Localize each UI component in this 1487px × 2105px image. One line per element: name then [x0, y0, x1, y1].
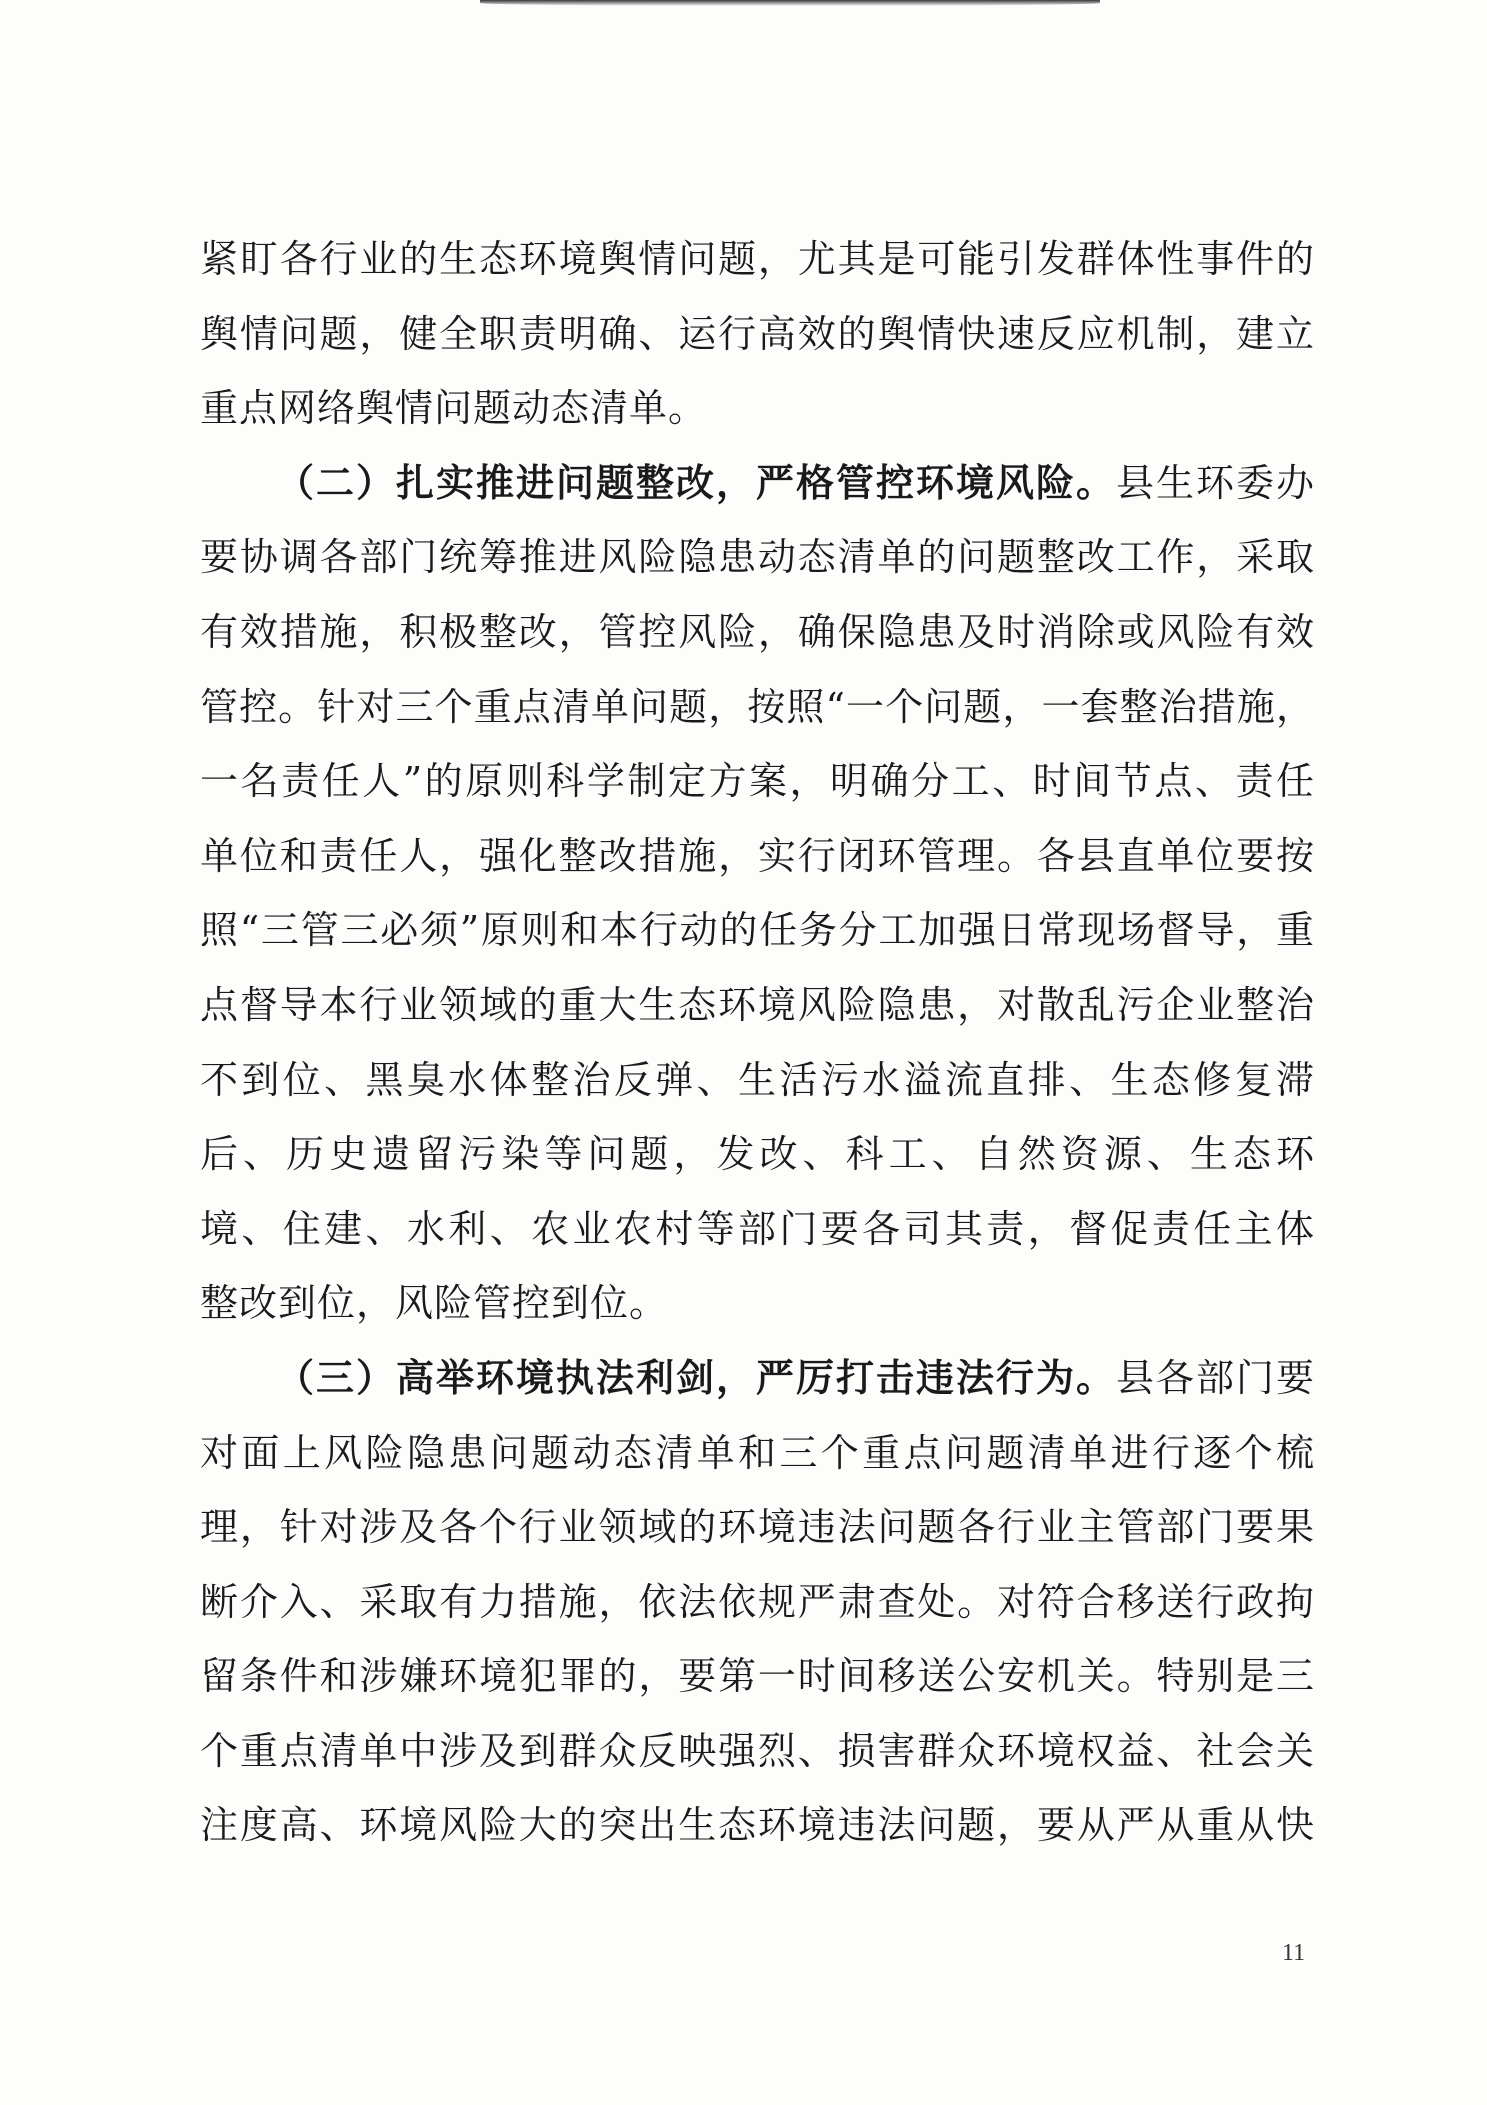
paragraph-3 — [200, 1341, 1315, 1863]
text-line: 点督导本行业领域的重大生态环境风险隐患，对散乱污企业整治 — [200, 982, 1315, 1027]
text-line: 留条件和涉嫌环境犯罪的，要第一时间移送公安机关。特别是三 — [200, 1654, 1315, 1699]
text-line: 对面上风险隐患问题动态清单和三个重点问题清单进行逐个梳 — [200, 1430, 1315, 1475]
text-line: 管控。针对三个重点清单问题，按照“一个问题，一套整治措施， — [200, 684, 1315, 729]
text-line: 整改到位，风险管控到位。 — [200, 1281, 669, 1326]
text-line: 注度高、环境风险大的突出生态环境违法问题，要从严从重从快 — [200, 1803, 1315, 1848]
text-line: 舆情问题，健全职责明确、运行高效的舆情快速反应机制，建立 — [200, 311, 1315, 356]
paragraph-2 — [200, 446, 1315, 1341]
text-line-with-heading — [200, 1341, 1315, 1416]
text-line: 有效措施，积极整改，管控风险，确保隐患及时消除或风险有效 — [200, 609, 1315, 654]
text-line: 照“三管三必须”原则和本行动的任务分工加强日常现场督导，重 — [200, 908, 1315, 953]
heading-line-rest: 县各部门要 — [1115, 1355, 1315, 1400]
heading-line-rest: 县生环委办 — [1115, 460, 1315, 505]
text-line: 断介入、采取有力措施，依法依规严肃查处。对符合移送行政拘 — [200, 1579, 1315, 1624]
text-line: 后、历史遗留污染等问题，发改、科工、自然资源、生态环 — [200, 1132, 1315, 1177]
text-line: 个重点清单中涉及到群众反映强烈、损害群众环境权益、社会关 — [200, 1728, 1315, 1773]
paragraph-1 — [200, 222, 1315, 446]
text-line-with-heading — [200, 446, 1315, 521]
text-line: 一名责任人”的原则科学制定方案，明确分工、时间节点、责任 — [200, 759, 1315, 804]
section-heading-2: （二）扎实推进问题整改，严格管控环境风险。 — [276, 460, 1116, 505]
section-heading-3: （三）高举环境执法利剑，严厉打击违法行为。 — [276, 1355, 1116, 1400]
text-line: 重点网络舆情问题动态清单。 — [200, 386, 708, 431]
text-line: 不到位、黑臭水体整治反弹、生活污水溢流直排、生态修复滞 — [200, 1057, 1315, 1102]
scan-shadow — [480, 0, 1100, 6]
text-line: 理，针对涉及各个行业领域的环境违法问题各行业主管部门要果 — [200, 1505, 1315, 1550]
text-line: 单位和责任人，强化整改措施，实行闭环管理。各县直单位要按 — [200, 833, 1315, 878]
text-line: 紧盯各行业的生态环境舆情问题，尤其是可能引发群体性事件的 — [200, 237, 1315, 281]
text-line: 境、住建、水利、农业农村等部门要各司其责，督促责任主体 — [200, 1206, 1315, 1251]
page-number: 11 — [1282, 1940, 1306, 1966]
text-line: 要协调各部门统筹推进风险隐患动态清单的问题整改工作，采取 — [200, 535, 1315, 580]
document-body — [200, 222, 1315, 1863]
